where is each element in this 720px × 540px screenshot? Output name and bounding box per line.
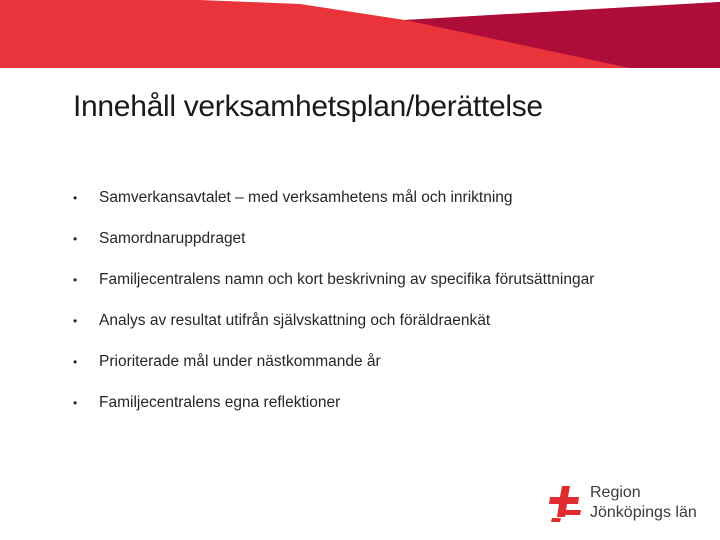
bullet-text: Familjecentralens egna reflektioner <box>99 394 341 411</box>
bullet-text: Samverkansavtalet – med verksamhetens mål och inriktning <box>99 189 513 206</box>
logo-text-region: Region <box>590 484 641 501</box>
slide-title: Innehåll verksamhetsplan/berättelse <box>73 90 543 123</box>
bullet-dot: • <box>73 232 78 246</box>
header-banner <box>0 0 720 68</box>
bullet-dot: • <box>73 191 78 205</box>
bullet-text: Analys av resultat utifrån självskattning och föräldraenkät <box>99 312 491 329</box>
logo-text-county: Jönköpings län <box>590 504 697 521</box>
bullet-text: Samordnaruppdraget <box>99 230 246 247</box>
red-cross-logo-icon <box>548 484 588 524</box>
bullet-dot: • <box>73 355 78 369</box>
region-logo <box>548 484 718 524</box>
bullet-text: Familjecentralens namn och kort beskrivning av specifika förutsättningar <box>99 271 595 288</box>
bullet-dot: • <box>73 396 78 410</box>
bullet-text: Prioriterade mål under nästkommande år <box>99 353 381 370</box>
bullet-dot: • <box>73 273 78 287</box>
bullet-dot: • <box>73 314 78 328</box>
